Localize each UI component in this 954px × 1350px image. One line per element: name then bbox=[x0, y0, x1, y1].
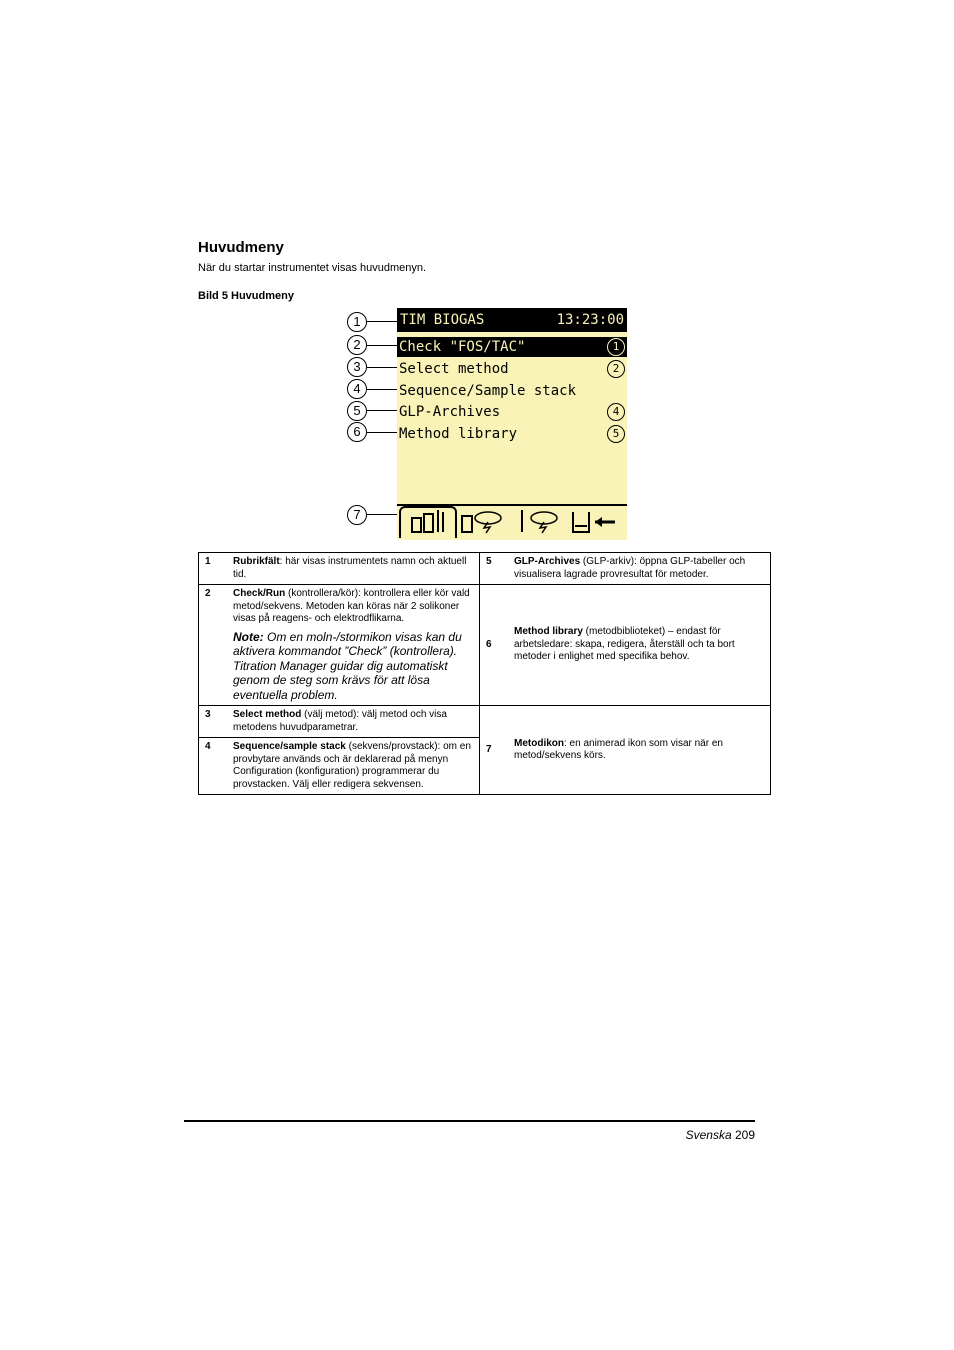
legend-item-4: Sequence/sample stack (sekvens/provstack): om en provbytare används och är deklarerad på menyn Configuration (konfiguration) programmerar du provstacken. Välj eller redigera sekvensen. bbox=[227, 738, 480, 795]
screen-tabs bbox=[397, 504, 627, 540]
legend-item-1: Rubrikfält: här visas instrumentets namn och aktuell tid. bbox=[227, 553, 480, 585]
figure-caption: Bild 5 Huvudmeny bbox=[198, 290, 294, 302]
menu-item-glp-archives[interactable]: GLP-Archives 4 bbox=[397, 402, 627, 422]
menu-item-check[interactable]: Check "FOS/TAC" 1 bbox=[397, 337, 627, 357]
page-footer: Svenska 209 bbox=[685, 1128, 755, 1142]
menu-item-sequence[interactable]: Sequence/Sample stack bbox=[399, 383, 577, 399]
callout-3: 3 bbox=[347, 357, 367, 377]
legend-item-5: GLP-Archives (GLP-arkiv): öppna GLP-tabeller och visualisera lagrade provresultat för metoder. bbox=[508, 553, 771, 585]
title-bar bbox=[397, 308, 627, 332]
legend-item-3: Select method (välj metod): välj metod och visa metodens huvudparametrar. bbox=[227, 706, 480, 738]
instrument-name: TIM BIOGAS bbox=[400, 312, 485, 328]
legend-item-2: Check/Run (kontrollera/kör): kontrollera eller kör vald metod/sekvens. Metoden kan köras när 2 solikoner visas på reagens- och elektrodflikarna. Note: Om en moln-/stormikon visas kan du aktivera kommandot ”Check” (kontrollera). Titration Manager guidar dig automatiskt genom de steg som krävs för att lösa eventuella problem. bbox=[227, 585, 480, 706]
badge-2-icon: 2 bbox=[607, 360, 625, 378]
beaker-arrow-icon[interactable] bbox=[567, 508, 621, 538]
bottles-icon[interactable] bbox=[399, 506, 457, 538]
callout-7: 7 bbox=[347, 505, 367, 525]
page-number: 209 bbox=[734, 1128, 755, 1142]
legend-table: 1 Rubrikfält: här visas instrumentets namn och aktuell tid. 5 GLP-Archives (GLP-arkiv): öppna GLP-tabeller och visualisera lagrade provresultat för metoder. 2 Check/Run (kontrollera/kör): kontrollera eller kör vald metod/sekvens. Metoden kan köras när 2 solikoner visas på reagens- och elektrodflikarna. Note: Om en moln-/stormikon visas kan du aktivera kommandot ”Check” (kontrollera). Titration Manager guidar dig automatiskt genom de steg som krävs för att lösa eventuella problem. 6 Method library (metodbiblioteket) – endast för arbetsledare: skapa, redigera, återställ och ta bort metoder i enlighet med specifika behov. 3 Select method (välj metod): välj metod och visa metodens huvudparametrar. 7 Metodikon: en animerad ikon som visar när en metod/sekvens körs. 4 Sequence/sample stack (sekvens/provstack): om en provbytare används och är deklarerad på menyn Configuration (konfiguration) programmerar du provstacken. Välj eller redigera sekvensen. bbox=[198, 552, 771, 795]
legend-item-6: Method library (metodbiblioteket) – endast för arbetsledare: skapa, redigera, återställ och ta bort metoder i enlighet med specifika behov. bbox=[508, 585, 771, 706]
legend-item-7: Metodikon: en animerad ikon som visar när en metod/sekvens körs. bbox=[508, 706, 771, 795]
badge-1-icon: 1 bbox=[607, 338, 625, 356]
flask-storm-icon[interactable] bbox=[455, 508, 509, 538]
main-menu-figure bbox=[340, 305, 640, 541]
footer-rule bbox=[184, 1120, 755, 1122]
callout-6: 6 bbox=[347, 422, 367, 442]
instrument-screen bbox=[397, 308, 627, 540]
callout-5: 5 bbox=[347, 401, 367, 421]
note-text: Note: Om en moln-/stormikon visas kan du aktivera kommandot ”Check” (kontrollera). Titration Manager guidar dig automatiskt genom de steg som krävs för att lösa eventuella problem. bbox=[233, 629, 462, 702]
menu-item-select-method[interactable]: Select method 2 bbox=[397, 359, 627, 379]
section-heading: Huvudmeny bbox=[198, 239, 284, 256]
menu-item-method-library[interactable]: Method library 5 bbox=[397, 424, 627, 444]
badge-4-icon: 4 bbox=[607, 403, 625, 421]
callout-1: 1 bbox=[347, 312, 367, 332]
badge-5-icon: 5 bbox=[607, 425, 625, 443]
electrode-storm-icon[interactable] bbox=[511, 508, 565, 538]
callout-2: 2 bbox=[347, 335, 367, 355]
clock: 13:23:00 bbox=[556, 312, 624, 328]
intro-text: När du startar instrumentet visas huvudmenyn. bbox=[198, 262, 427, 274]
callout-4: 4 bbox=[347, 379, 367, 399]
